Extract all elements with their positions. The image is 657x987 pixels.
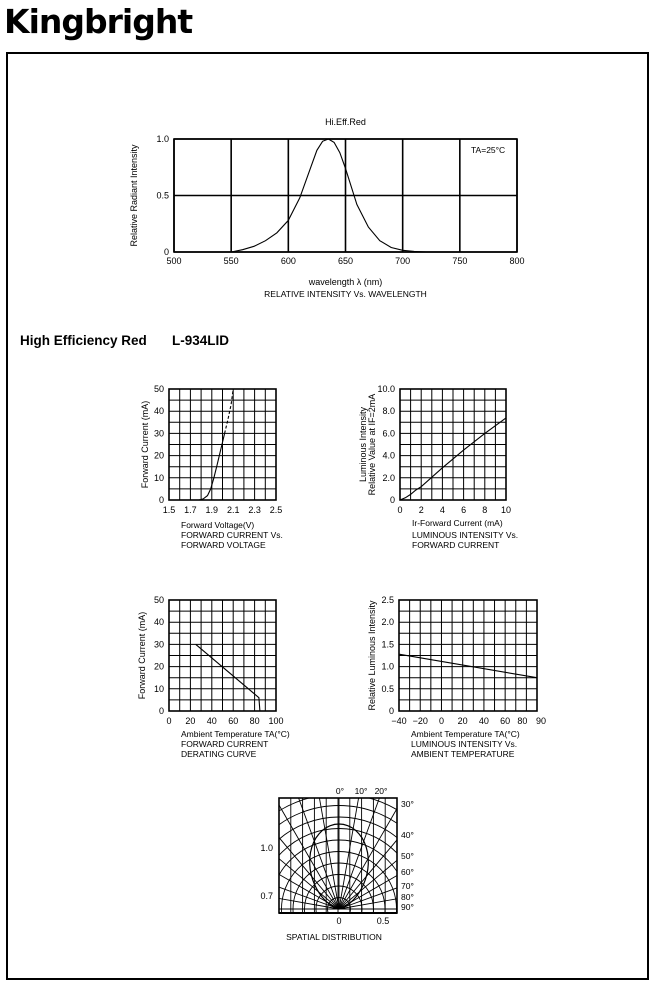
part-number: L-934LID [172, 333, 230, 348]
y-tick-label: 0 [158, 706, 164, 716]
y-tick-label: 10 [153, 683, 164, 694]
x-axis-label: wavelength λ (nm) [308, 277, 383, 287]
x-tick-label: 650 [337, 256, 354, 266]
x-axis-label: Forward Voltage(V) [181, 520, 255, 530]
x-tick-label: 80 [249, 716, 260, 726]
x-tick-label: 2.1 [226, 505, 240, 515]
chart-caption: RELATIVE INTENSITY Vs. WAVELENGTH [264, 289, 427, 299]
chart-caption: FORWARD VOLTAGE [181, 540, 266, 550]
x-tick-label: 0 [438, 716, 444, 726]
x-tick-label: 550 [223, 256, 239, 266]
polar-angle-label: 50° [401, 851, 414, 861]
x-tick-label: 100 [268, 716, 284, 726]
polar-radial-label: 0.7 [260, 891, 273, 901]
y-axis-label: Forward Current (mA) [137, 611, 147, 700]
chart-caption: FORWARD CURRENT [412, 540, 500, 550]
x-tick-label: 0 [166, 716, 172, 726]
x-tick-label: 10 [500, 505, 512, 515]
y-tick-label: 0 [389, 495, 395, 505]
chart-caption: LUMINOUS INTENSITY Vs. [412, 530, 519, 540]
polar-angle-label: 80° [401, 892, 414, 902]
y-tick-label: 20 [153, 661, 164, 672]
x-axis-label: Ambient Temperature TA(°C) [181, 729, 290, 739]
polar-angle-label: 90° [401, 902, 414, 912]
polar-angle-label: 0° [335, 786, 345, 796]
y-tick-label: 40 [153, 406, 164, 417]
y-tick-label: 8.0 [382, 406, 395, 417]
polar-angle-label: 20° [374, 786, 388, 796]
y-tick-label: 6.0 [382, 428, 395, 439]
chart-caption: SPATIAL DISTRIBUTION [286, 932, 382, 942]
x-tick-label: 60 [228, 716, 239, 726]
y-tick-label: 2.0 [381, 617, 394, 628]
x-tick-label: −20 [412, 716, 428, 726]
x-tick-label: 6 [461, 505, 467, 515]
y-tick-label: 40 [153, 617, 164, 628]
y-tick-label: 50 [153, 595, 164, 605]
x-tick-label: 0 [397, 505, 403, 515]
x-tick-label: 800 [509, 256, 525, 266]
chart-title: Hi.Eff.Red [325, 117, 366, 127]
y-tick-label: 2.0 [382, 472, 395, 483]
x-tick-label: 2.3 [248, 505, 261, 515]
polar-bottom-label: 0.5 [376, 916, 390, 926]
x-tick-label: 4 [439, 505, 445, 515]
x-tick-label: −40 [391, 716, 407, 726]
x-tick-label: 1.7 [184, 505, 197, 515]
y-tick-label: 10.0 [377, 384, 395, 394]
polar-angle-label: 40° [401, 830, 414, 840]
polar-bottom-label: 0 [336, 916, 342, 926]
y-axis-label: Relative Value at IF=2mA [367, 393, 377, 496]
polar-radial-label: 1.0 [260, 843, 273, 853]
kingbright-logo: Kingbright [4, 2, 193, 41]
y-tick-label: 2.5 [381, 595, 394, 605]
chart-caption: FORWARD CURRENT [181, 739, 269, 749]
y-tick-label: 0 [388, 706, 394, 716]
x-axis-label: Ambient Temperature TA(°C) [411, 729, 520, 739]
x-tick-label: 600 [280, 256, 296, 266]
polar-angle-label: 10° [354, 786, 368, 796]
x-tick-label: 700 [395, 256, 411, 266]
y-tick-label: 0 [158, 495, 164, 505]
chart-caption: LUMINOUS INTENSITY Vs. [411, 739, 518, 749]
polar-plot [179, 749, 499, 987]
x-axis-label: Ir-Forward Current (mA) [412, 518, 503, 528]
x-tick-label: 500 [166, 256, 182, 266]
y-axis-label: Luminous Intensity [358, 406, 368, 483]
y-tick-label: 30 [153, 639, 164, 650]
x-tick-label: 750 [452, 256, 468, 266]
x-tick-label: 40 [206, 716, 217, 726]
y-tick-label: 0 [163, 247, 169, 257]
x-tick-label: 1.5 [162, 505, 176, 515]
polar-angle-label: 70° [401, 881, 414, 891]
y-tick-label: 20 [153, 450, 164, 461]
x-tick-label: 20 [185, 716, 196, 726]
chart-caption: AMBIENT TEMPERATURE [411, 749, 515, 759]
y-tick-label: 4.0 [382, 450, 395, 461]
series-line [399, 654, 537, 678]
y-tick-label: 0.5 [381, 683, 394, 694]
x-tick-label: 60 [500, 716, 511, 726]
y-tick-label: 1.5 [381, 639, 394, 650]
polar-angle-label: 30° [401, 799, 414, 809]
x-tick-label: 40 [478, 716, 489, 726]
y-tick-label: 10 [153, 472, 164, 483]
x-tick-label: 1.9 [205, 505, 219, 515]
x-tick-label: 2 [418, 505, 424, 515]
x-tick-label: 20 [457, 716, 468, 726]
y-tick-label: 0.5 [156, 190, 169, 201]
y-axis-label: Forward Current (mA) [140, 400, 150, 489]
chart-caption: DERATING CURVE [181, 749, 257, 759]
x-tick-label: 8 [482, 505, 488, 515]
y-tick-label: 30 [153, 428, 164, 439]
y-tick-label: 1.0 [156, 134, 169, 144]
x-tick-label: 80 [517, 716, 528, 726]
y-axis-label: Relative Luminous Intensity [367, 600, 377, 711]
y-tick-label: 50 [153, 384, 164, 394]
chart-annotation: TA=25°C [471, 145, 506, 155]
chart-caption: FORWARD CURRENT Vs. [181, 530, 283, 540]
section-title: High Efficiency Red [20, 333, 147, 348]
x-tick-label: 90 [535, 716, 547, 726]
y-axis-label: Relative Radiant Intensity [129, 144, 139, 247]
polar-angle-label: 60° [401, 867, 414, 877]
y-tick-label: 1.0 [381, 661, 394, 672]
x-tick-label: 2.5 [269, 505, 283, 515]
